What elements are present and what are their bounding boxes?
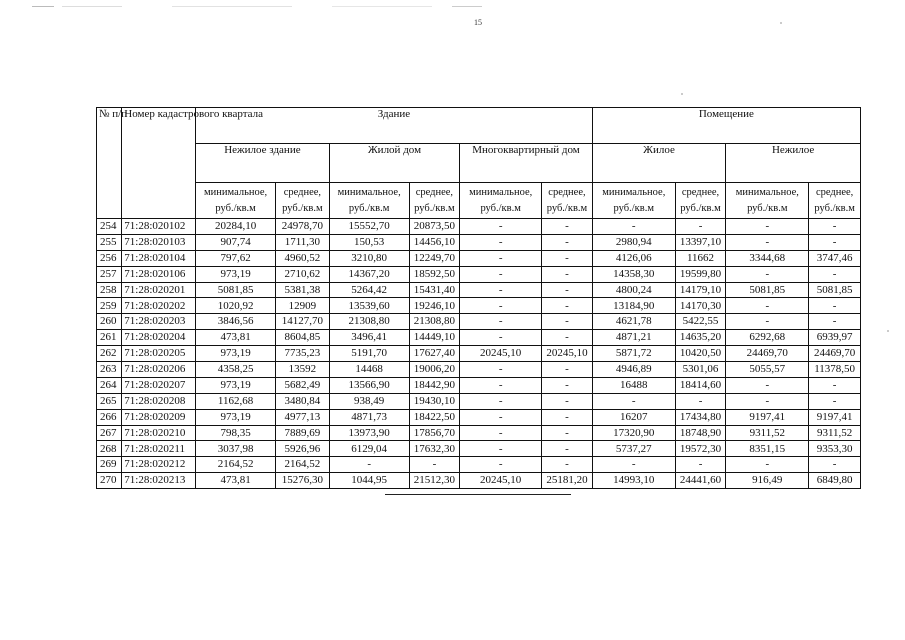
nonres-premises-avg-cell: - [809,314,861,330]
res-house-avg-cell: 17627,40 [409,346,460,362]
nonres-building-min-cell: 797,62 [196,250,276,266]
nonres-building-avg-cell: 3480,84 [276,393,330,409]
row-number-cell: 255 [97,234,122,250]
res-house-min-cell: 4871,73 [329,409,409,425]
row-number-cell: 267 [97,425,122,441]
res-premises-avg-cell: 11662 [675,250,726,266]
cadastral-number-cell: 71:28:020212 [122,457,196,473]
apartment-building-min-cell: 20245,10 [460,473,542,489]
res-premises-avg-cell: 13397,10 [675,234,726,250]
table-row [97,330,861,346]
res-house-avg-cell: 14449,10 [409,330,460,346]
nonres-premises-avg-cell: 11378,50 [809,362,861,378]
apartment-building-avg-cell: - [542,250,593,266]
cadastral-number-cell: 71:28:020205 [122,346,196,362]
nonres-premises-avg-cell: 24469,70 [809,346,861,362]
nonres-building-avg-cell: 4960,52 [276,250,330,266]
row-number-cell: 263 [97,362,122,378]
apartment-building-min-cell: 20245,10 [460,346,542,362]
header-apartment-building: Многоквартирный дом [460,144,593,183]
res-premises-min-cell: - [592,219,675,235]
nonres-premises-avg-cell: 3747,46 [809,250,861,266]
header-residential-house: Жилой дом [329,144,460,183]
scan-speck [780,22,782,24]
cadastral-number-cell: 71:28:020201 [122,282,196,298]
res-house-avg-cell: 17856,70 [409,425,460,441]
res-house-min-cell: 6129,04 [329,441,409,457]
apartment-building-avg-cell: - [542,234,593,250]
apartment-building-avg-cell: - [542,298,593,314]
table-body [97,219,861,489]
nonres-building-avg-cell: 2710,62 [276,266,330,282]
nonres-premises-min-cell: 5081,85 [726,282,809,298]
apartment-building-avg-cell: - [542,362,593,378]
apartment-building-min-cell: - [460,219,542,235]
nonres-building-min-cell: 973,19 [196,377,276,393]
nonres-premises-avg-cell: 6849,80 [809,473,861,489]
cadastral-number-cell: 71:28:020206 [122,362,196,378]
nonres-premises-min-cell: 9311,52 [726,425,809,441]
apartment-building-avg-cell: - [542,266,593,282]
table-row [97,409,861,425]
res-house-avg-cell: 18592,50 [409,266,460,282]
nonres-premises-avg-cell: 9353,30 [809,441,861,457]
row-number-cell: 259 [97,298,122,314]
header-min-price: минимальное, руб./кв.м [196,183,276,219]
table-row [97,425,861,441]
res-house-min-cell: 5264,42 [329,282,409,298]
apartment-building-avg-cell: - [542,314,593,330]
table-row [97,377,861,393]
nonres-premises-avg-cell: 5081,85 [809,282,861,298]
apartment-building-min-cell: - [460,298,542,314]
header-row-number: № п/п [97,108,122,219]
apartment-building-avg-cell: - [542,441,593,457]
scan-speck [681,93,683,95]
apartment-building-min-cell: - [460,234,542,250]
row-number-cell: 260 [97,314,122,330]
nonres-building-avg-cell: 4977,13 [276,409,330,425]
apartment-building-avg-cell: - [542,377,593,393]
cadastral-number-cell: 71:28:020209 [122,409,196,425]
header-avg-price: среднее, руб./кв.м [276,183,330,219]
res-house-min-cell: 3496,41 [329,330,409,346]
apartment-building-avg-cell: - [542,409,593,425]
header-min-price: минимальное, руб./кв.м [329,183,409,219]
scan-speck [887,330,889,332]
cadastral-number-cell: 71:28:020106 [122,266,196,282]
nonres-building-min-cell: 1162,68 [196,393,276,409]
nonres-building-min-cell: 20284,10 [196,219,276,235]
res-premises-min-cell: 4946,89 [592,362,675,378]
cadastral-number-cell: 71:28:020213 [122,473,196,489]
res-premises-min-cell: 17320,90 [592,425,675,441]
nonres-building-min-cell: 3037,98 [196,441,276,457]
apartment-building-min-cell: - [460,393,542,409]
cadastral-value-table [96,107,861,489]
apartment-building-min-cell: - [460,282,542,298]
header-residential-premises: Жилое [592,144,726,183]
nonres-building-avg-cell: 1711,30 [276,234,330,250]
apartment-building-min-cell: - [460,314,542,330]
res-premises-min-cell: 4800,24 [592,282,675,298]
row-number-cell: 270 [97,473,122,489]
header-premises: Помещение [592,108,860,144]
nonres-building-min-cell: 2164,52 [196,457,276,473]
row-number-cell: 264 [97,377,122,393]
nonres-premises-min-cell: 6292,68 [726,330,809,346]
res-premises-min-cell: 5737,27 [592,441,675,457]
row-number-cell: 268 [97,441,122,457]
res-premises-avg-cell: - [675,219,726,235]
header-avg-price: среднее, руб./кв.м [542,183,593,219]
header-min-price: минимальное, руб./кв.м [460,183,542,219]
nonres-building-avg-cell: 7735,23 [276,346,330,362]
res-premises-min-cell: - [592,393,675,409]
res-premises-min-cell: 2980,94 [592,234,675,250]
table-row [97,441,861,457]
nonres-premises-min-cell: 9197,41 [726,409,809,425]
res-house-avg-cell: 19246,10 [409,298,460,314]
table-row [97,266,861,282]
row-number-cell: 266 [97,409,122,425]
res-premises-min-cell: 16207 [592,409,675,425]
res-premises-avg-cell: 14170,30 [675,298,726,314]
cadastral-number-cell: 71:28:020203 [122,314,196,330]
res-house-avg-cell: 20873,50 [409,219,460,235]
nonres-premises-avg-cell: - [809,234,861,250]
nonres-premises-min-cell: - [726,393,809,409]
cadastral-number-cell: 71:28:020204 [122,330,196,346]
nonres-premises-min-cell: 3344,68 [726,250,809,266]
nonres-building-min-cell: 973,19 [196,266,276,282]
table-row [97,393,861,409]
nonres-building-avg-cell: 14127,70 [276,314,330,330]
apartment-building-min-cell: - [460,409,542,425]
cadastral-number-cell: 71:28:020202 [122,298,196,314]
res-house-avg-cell: 14456,10 [409,234,460,250]
res-house-min-cell: 13566,90 [329,377,409,393]
header-avg-price: среднее, руб./кв.м [809,183,861,219]
res-premises-avg-cell: - [675,457,726,473]
header-avg-price: среднее, руб./кв.м [409,183,460,219]
page-number: 15 [474,18,482,27]
nonres-premises-avg-cell: - [809,219,861,235]
nonres-premises-avg-cell: 6939,97 [809,330,861,346]
cadastral-number-cell: 71:28:020103 [122,234,196,250]
nonres-premises-min-cell: - [726,298,809,314]
table-row [97,234,861,250]
table-row [97,473,861,489]
res-premises-min-cell: 16488 [592,377,675,393]
nonres-building-avg-cell: 15276,30 [276,473,330,489]
nonres-premises-min-cell: - [726,234,809,250]
res-premises-min-cell: 4871,21 [592,330,675,346]
nonres-building-min-cell: 1020,92 [196,298,276,314]
header-avg-price: среднее, руб./кв.м [675,183,726,219]
nonres-building-avg-cell: 24978,70 [276,219,330,235]
res-house-min-cell: 15552,70 [329,219,409,235]
res-premises-min-cell: 4126,06 [592,250,675,266]
nonres-premises-avg-cell: 9197,41 [809,409,861,425]
apartment-building-avg-cell: 25181,20 [542,473,593,489]
res-house-avg-cell: 21308,80 [409,314,460,330]
res-house-min-cell: 3210,80 [329,250,409,266]
res-premises-min-cell: 13184,90 [592,298,675,314]
table-row [97,457,861,473]
res-house-avg-cell: 15431,40 [409,282,460,298]
nonres-building-avg-cell: 8604,85 [276,330,330,346]
header-building: Здание [196,108,593,144]
nonres-building-avg-cell: 5381,38 [276,282,330,298]
row-number-cell: 257 [97,266,122,282]
apartment-building-min-cell: - [460,377,542,393]
res-house-avg-cell: 18442,90 [409,377,460,393]
nonres-premises-avg-cell: 9311,52 [809,425,861,441]
res-premises-avg-cell: 14179,10 [675,282,726,298]
nonres-premises-min-cell: - [726,377,809,393]
cadastral-number-cell: 71:28:020208 [122,393,196,409]
row-number-cell: 254 [97,219,122,235]
nonres-building-min-cell: 973,19 [196,409,276,425]
res-premises-avg-cell: 19572,30 [675,441,726,457]
res-premises-min-cell: 5871,72 [592,346,675,362]
nonres-premises-avg-cell: - [809,266,861,282]
res-house-min-cell: 21308,80 [329,314,409,330]
res-house-min-cell: - [329,457,409,473]
res-house-avg-cell: 18422,50 [409,409,460,425]
res-house-min-cell: 13973,90 [329,425,409,441]
cadastral-number-cell: 71:28:020210 [122,425,196,441]
row-number-cell: 265 [97,393,122,409]
apartment-building-min-cell: - [460,266,542,282]
header-min-price: минимальное, руб./кв.м [592,183,675,219]
nonres-premises-min-cell: 8351,15 [726,441,809,457]
table-row [97,346,861,362]
apartment-building-avg-cell: - [542,219,593,235]
res-house-avg-cell: 19430,10 [409,393,460,409]
apartment-building-min-cell: - [460,362,542,378]
cadastral-number-cell: 71:28:020104 [122,250,196,266]
res-house-min-cell: 150,53 [329,234,409,250]
res-house-min-cell: 14468 [329,362,409,378]
apartment-building-avg-cell: - [542,425,593,441]
table-row [97,219,861,235]
res-premises-avg-cell: 18748,90 [675,425,726,441]
res-house-avg-cell: 21512,30 [409,473,460,489]
res-premises-min-cell: - [592,457,675,473]
res-house-avg-cell: 19006,20 [409,362,460,378]
row-number-cell: 269 [97,457,122,473]
apartment-building-avg-cell: - [542,393,593,409]
nonres-building-min-cell: 3846,56 [196,314,276,330]
nonres-building-avg-cell: 7889,69 [276,425,330,441]
res-premises-avg-cell: 5301,06 [675,362,726,378]
res-house-avg-cell: 12249,70 [409,250,460,266]
apartment-building-avg-cell: - [542,282,593,298]
nonres-premises-min-cell: - [726,219,809,235]
nonres-building-min-cell: 4358,25 [196,362,276,378]
nonres-premises-avg-cell: - [809,393,861,409]
header-min-price: минимальное, руб./кв.м [726,183,809,219]
res-premises-avg-cell: - [675,393,726,409]
nonres-building-min-cell: 973,19 [196,346,276,362]
nonres-building-avg-cell: 5682,49 [276,377,330,393]
nonres-building-min-cell: 473,81 [196,473,276,489]
table-row [97,362,861,378]
res-premises-avg-cell: 10420,50 [675,346,726,362]
nonres-building-min-cell: 5081,85 [196,282,276,298]
apartment-building-min-cell: - [460,441,542,457]
res-house-min-cell: 5191,70 [329,346,409,362]
nonres-building-avg-cell: 5926,96 [276,441,330,457]
apartment-building-avg-cell: 20245,10 [542,346,593,362]
nonres-premises-min-cell: 916,49 [726,473,809,489]
res-house-min-cell: 13539,60 [329,298,409,314]
res-premises-avg-cell: 24441,60 [675,473,726,489]
nonres-building-avg-cell: 13592 [276,362,330,378]
table-row [97,282,861,298]
nonres-premises-min-cell: - [726,266,809,282]
apartment-building-avg-cell: - [542,330,593,346]
res-premises-min-cell: 14358,30 [592,266,675,282]
table-row [97,314,861,330]
res-premises-avg-cell: 18414,60 [675,377,726,393]
nonres-premises-avg-cell: - [809,457,861,473]
nonres-premises-min-cell: - [726,314,809,330]
nonres-premises-avg-cell: - [809,377,861,393]
end-of-table-rule [385,494,571,495]
header-cadastral-number: Номер кадастрового квартала [122,108,196,219]
row-number-cell: 262 [97,346,122,362]
apartment-building-min-cell: - [460,250,542,266]
cadastral-number-cell: 71:28:020211 [122,441,196,457]
res-premises-avg-cell: 19599,80 [675,266,726,282]
row-number-cell: 261 [97,330,122,346]
table-row [97,298,861,314]
nonres-premises-min-cell: - [726,457,809,473]
res-house-min-cell: 938,49 [329,393,409,409]
nonres-building-avg-cell: 2164,52 [276,457,330,473]
res-house-min-cell: 14367,20 [329,266,409,282]
nonres-premises-avg-cell: - [809,298,861,314]
res-premises-avg-cell: 17434,80 [675,409,726,425]
header-nonresidential-premises: Нежилое [726,144,861,183]
apartment-building-min-cell: - [460,457,542,473]
nonres-building-min-cell: 907,74 [196,234,276,250]
nonres-premises-min-cell: 24469,70 [726,346,809,362]
nonres-building-min-cell: 798,35 [196,425,276,441]
res-premises-min-cell: 14993,10 [592,473,675,489]
nonres-premises-min-cell: 5055,57 [726,362,809,378]
cadastral-number-cell: 71:28:020102 [122,219,196,235]
res-house-avg-cell: - [409,457,460,473]
res-premises-avg-cell: 14635,20 [675,330,726,346]
res-premises-avg-cell: 5422,55 [675,314,726,330]
row-number-cell: 256 [97,250,122,266]
apartment-building-min-cell: - [460,330,542,346]
res-premises-min-cell: 4621,78 [592,314,675,330]
row-number-cell: 258 [97,282,122,298]
res-house-avg-cell: 17632,30 [409,441,460,457]
nonres-building-avg-cell: 12909 [276,298,330,314]
header-nonresidential-building: Нежилое здание [196,144,330,183]
nonres-building-min-cell: 473,81 [196,330,276,346]
table-row [97,250,861,266]
res-house-min-cell: 1044,95 [329,473,409,489]
apartment-building-avg-cell: - [542,457,593,473]
cadastral-number-cell: 71:28:020207 [122,377,196,393]
apartment-building-min-cell: - [460,425,542,441]
